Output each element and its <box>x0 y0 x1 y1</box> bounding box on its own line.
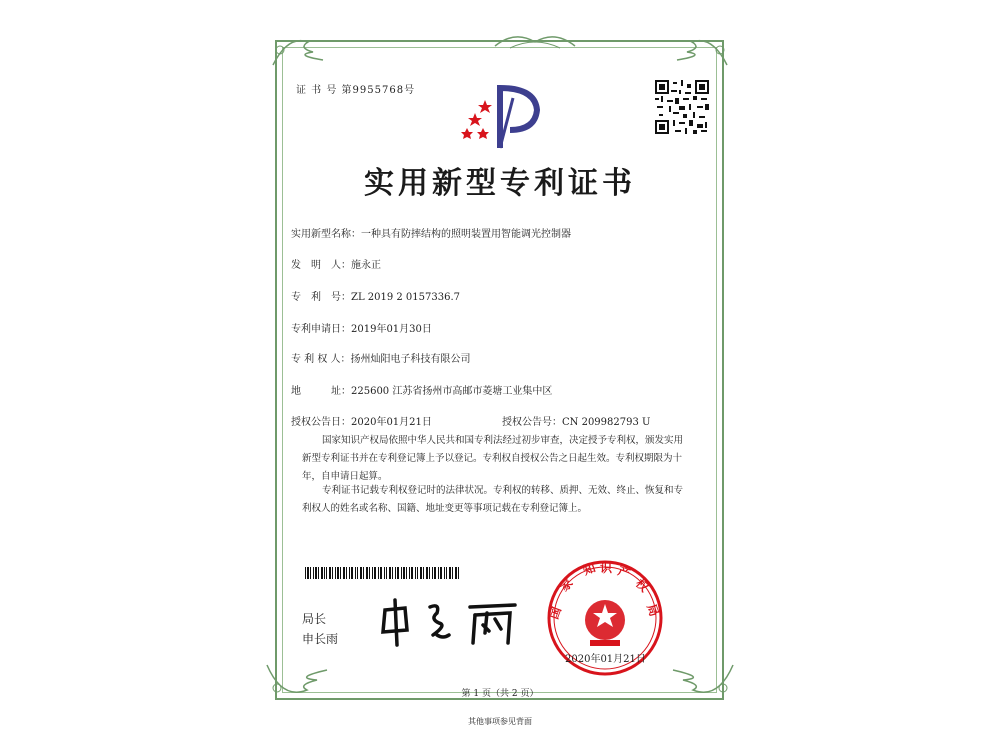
inventor-label: 发 明 人： <box>291 260 351 271</box>
seal-date: 2020年01月21日 <box>565 654 646 665</box>
grant-number-label: 授权公告号： <box>502 417 562 428</box>
cnipa-logo <box>455 78 547 150</box>
barcode <box>305 567 460 579</box>
svg-text:家: 家 <box>557 575 576 595</box>
grant-date-row <box>291 413 432 428</box>
inventor-value: 施永正 <box>351 260 381 271</box>
inventor-row <box>291 256 381 271</box>
legal-status-line-2: 利权人的姓名或名称、国籍、地址变更等事项记载在专利登记簿上。 <box>302 503 588 514</box>
signatory-role: 局长 <box>302 612 327 626</box>
svg-text:权: 权 <box>632 576 652 595</box>
svg-text:局: 局 <box>644 602 662 619</box>
certificate-number: 证 书 号 第9955768号 <box>296 85 416 96</box>
top-center-ornament <box>490 28 580 52</box>
utility-model-name-label: 实用新型名称： <box>291 229 361 240</box>
signatory-name: 申长雨 <box>302 632 339 646</box>
patent-number-label: 专 利 号： <box>291 292 351 303</box>
svg-text:识: 识 <box>600 561 613 575</box>
address-row <box>291 382 552 397</box>
address-value: 225600 江苏省扬州市高邮市菱塘工业集中区 <box>351 386 553 397</box>
page-number: 第 1 页（共 2 页） <box>461 689 539 699</box>
handwritten-signature <box>375 595 525 650</box>
svg-text:知: 知 <box>581 560 598 578</box>
certificate-title: 实用新型专利证书 <box>364 166 636 201</box>
grant-number-row <box>502 413 650 428</box>
application-date-value: 2019年01月30日 <box>351 324 432 335</box>
grant-statement-line-1: 国家知识产权局依照中华人民共和国专利法经过初步审查，决定授予专利权，颁发实用 <box>322 435 684 446</box>
patentee-row <box>291 350 471 365</box>
utility-model-name-value: 一种具有防摔结构的照明装置用智能调光控制器 <box>361 229 571 240</box>
application-date-label: 专利申请日： <box>291 324 351 335</box>
top-left-ornament <box>268 30 328 70</box>
patentee-label: 专 利 权 人： <box>291 354 351 365</box>
footnote: 其他事项参见背面 <box>468 717 532 726</box>
grant-date-label: 授权公告日： <box>291 417 351 428</box>
address-label: 地 址： <box>291 386 351 397</box>
svg-text:国: 国 <box>546 604 564 622</box>
patent-number-row <box>291 288 460 303</box>
grant-date-value: 2020年01月21日 <box>351 417 432 428</box>
svg-text:产: 产 <box>615 563 633 581</box>
grant-statement-line-3: 年，自申请日起算。 <box>302 471 388 482</box>
legal-status-line-1: 专利证书记载专利权登记时的法律状况。专利权的转移、质押、无效、终止、恢复和专 <box>322 485 684 496</box>
legal-status-paragraph <box>302 482 700 518</box>
top-right-ornament <box>672 30 732 70</box>
grant-statement-paragraph <box>302 432 700 486</box>
patent-number-value: ZL 2019 2 0157336.7 <box>351 292 461 303</box>
utility-model-name-row <box>291 225 571 240</box>
qr-code <box>655 80 709 134</box>
grant-statement-line-2: 新型专利证书并在专利登记簿上予以登记。专利权自授权公告之日起生效。专利权期限为十 <box>302 453 683 464</box>
application-date-row <box>291 320 432 335</box>
grant-number-value: CN 209982793 U <box>562 417 651 428</box>
patentee-value: 扬州灿阳电子科技有限公司 <box>350 354 471 365</box>
